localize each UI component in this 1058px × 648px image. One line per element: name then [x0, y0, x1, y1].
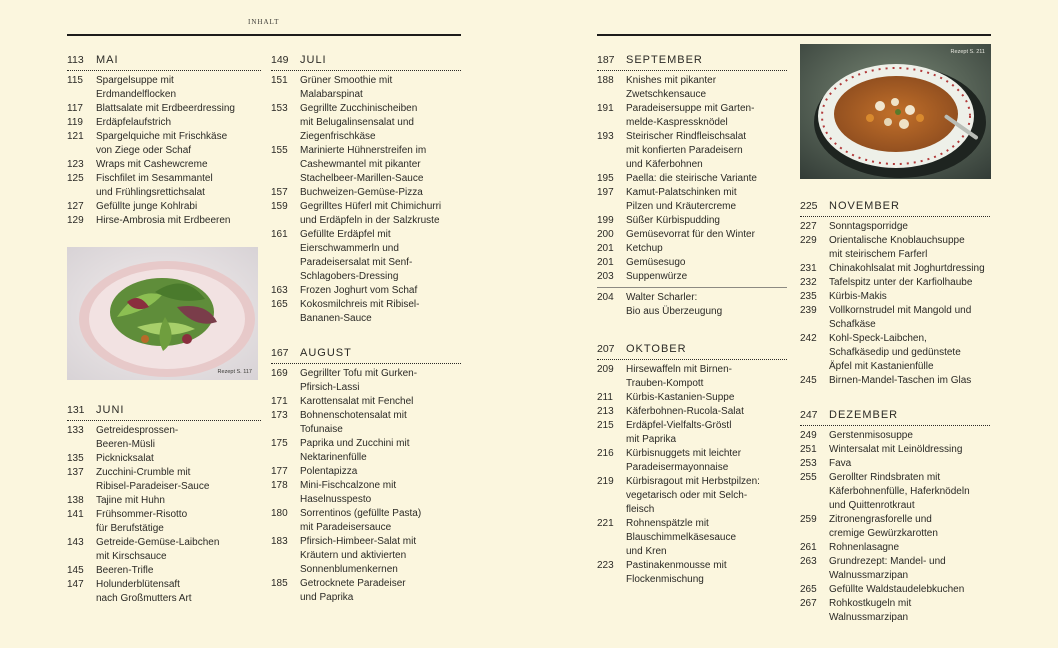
- section-page-number: 113: [67, 54, 84, 66]
- section-title: OKTOBER: [626, 343, 687, 355]
- entry-page-number: 227: [800, 221, 817, 232]
- entry-page-number: 159: [271, 201, 288, 212]
- entry-title: Erdäpfelaufstrich: [96, 117, 172, 128]
- top-rule-left: [67, 34, 461, 36]
- section-page-number: 167: [271, 347, 289, 359]
- section-dezember: [800, 409, 990, 625]
- toc-entry[interactable]: [597, 447, 787, 475]
- entry-title: Beeren-Trifle: [96, 565, 154, 576]
- toc-entry[interactable]: [271, 144, 461, 186]
- entry-page-number: 245: [800, 375, 817, 386]
- entry-title: Paprika und Zucchini mit Nektarinenfülle: [300, 438, 410, 463]
- entry-title: Birnen-Mandel-Taschen im Glas: [829, 375, 972, 386]
- entry-title: Gerstenmisosuppe: [829, 430, 913, 441]
- entry-title: Tajine mit Huhn: [96, 495, 165, 506]
- toc-entry[interactable]: [67, 494, 261, 508]
- entry-title: Blattsalate mit Erdbeerdressing: [96, 103, 235, 114]
- entry-page-number: 188: [597, 75, 614, 86]
- entry-page-number: 135: [67, 453, 84, 464]
- entry-page-number: 199: [597, 215, 614, 226]
- section-title: NOVEMBER: [829, 200, 900, 212]
- toc-entry[interactable]: [67, 424, 261, 452]
- toc-entry[interactable]: [597, 130, 787, 172]
- section-heading: [271, 54, 461, 71]
- entry-title: Frozen Joghurt vom Schaf: [300, 285, 418, 296]
- entry-page-number: 129: [67, 215, 84, 226]
- entry-page-number: 177: [271, 466, 288, 477]
- toc-entry[interactable]: [271, 200, 461, 228]
- entry-page-number: 255: [800, 472, 817, 483]
- toc-entry[interactable]: [800, 276, 990, 290]
- section-page-number: 247: [800, 409, 818, 421]
- entry-title: Paradeisersuppe mit Garten- melde-Kaspressknödel: [626, 103, 755, 128]
- toc-entry[interactable]: [597, 242, 787, 256]
- entry-page-number: 161: [271, 229, 288, 240]
- entry-page-number: 127: [67, 201, 84, 212]
- section-page-number: 225: [800, 200, 818, 212]
- entry-title: Rohnenspätzle mit Blauschimmelkäsesauce und Kren: [626, 518, 737, 557]
- entry-title: Gefüllte junge Kohlrabi: [96, 201, 198, 212]
- entry-title: Kürbis-Makis: [829, 291, 887, 302]
- entry-title: Paella: die steirische Variante: [626, 173, 757, 184]
- toc-entry[interactable]: [597, 186, 787, 214]
- toc-entry[interactable]: [271, 395, 461, 409]
- entry-page-number: 145: [67, 565, 84, 576]
- soup-photo: [800, 44, 991, 179]
- toc-entry[interactable]: [67, 578, 261, 606]
- entry-page-number: 223: [597, 560, 614, 571]
- column-3b: [597, 343, 787, 587]
- entry-page-number: 209: [597, 364, 614, 375]
- entry-page-number: 115: [67, 75, 83, 86]
- column-2: [271, 54, 461, 326]
- toc-entry[interactable]: [271, 74, 461, 102]
- entry-title: Pastinakenmousse mit Flockenmischung: [626, 560, 727, 585]
- section-page-number: 131: [67, 404, 85, 416]
- section-heading: [271, 347, 461, 364]
- entry-page-number: 242: [800, 333, 817, 344]
- entry-title: Gefüllte Waldstaudelebkuchen: [829, 584, 965, 595]
- toc-entry[interactable]: [271, 437, 461, 465]
- entry-title: Vollkornstrudel mit Mangold und Schafkäse: [829, 305, 972, 330]
- toc-entry[interactable]: [597, 391, 787, 405]
- entry-title: Getreidesprossen- Beeren-Müsli: [96, 425, 179, 450]
- entry-title: Wraps mit Cashewcreme: [96, 159, 208, 170]
- entry-page-number: 173: [271, 410, 288, 421]
- section-heading: [800, 200, 990, 217]
- entry-title: Wintersalat mit Leinöldressing: [829, 444, 963, 455]
- entry-title: Kürbisragout mit Herbstpilzen: vegetarisch oder mit Selch- fleisch: [626, 476, 760, 515]
- entry-page-number: 171: [271, 396, 288, 407]
- section-heading: [800, 409, 990, 426]
- entry-page-number: 229: [800, 235, 817, 246]
- entry-page-number: 123: [67, 159, 84, 170]
- section-heading: [597, 54, 787, 71]
- entry-title: Steirischer Rindfleischsalat mit konfierten Paradeisern und Käferbohnen: [626, 131, 747, 170]
- toc-entry[interactable]: [67, 102, 261, 116]
- entry-page-number: 193: [597, 131, 614, 142]
- toc-entry[interactable]: [597, 419, 787, 447]
- entry-page-number: 251: [800, 444, 817, 455]
- toc-entry[interactable]: [271, 298, 461, 326]
- toc-entry[interactable]: [271, 186, 461, 200]
- entry-page-number: 153: [271, 103, 288, 114]
- entry-page-number: 253: [800, 458, 817, 469]
- entry-title: Frühsommer-Risotto für Berufstätige: [96, 509, 188, 534]
- section-title: MAI: [96, 54, 119, 66]
- entry-page-number: 267: [800, 598, 817, 609]
- entry-page-number: 204: [597, 292, 614, 303]
- toc-entry[interactable]: [597, 270, 787, 284]
- section-title: SEPTEMBER: [626, 54, 703, 66]
- section-page-number: 207: [597, 343, 615, 355]
- entry-title: Kokosmilchreis mit Ribisel- Bananen-Sauce: [300, 299, 420, 324]
- section-heading: [67, 54, 261, 71]
- entry-title: Gegrillter Tofu mit Gurken- Pfirsich-Lassi: [300, 368, 418, 393]
- entry-title: Süßer Kürbispudding: [626, 215, 720, 226]
- entry-page-number: 213: [597, 406, 614, 417]
- entry-page-number: 191: [597, 103, 614, 114]
- toc-entry[interactable]: [271, 479, 461, 507]
- entry-page-number: 163: [271, 285, 288, 296]
- entry-page-number: 143: [67, 537, 84, 548]
- entry-page-number: 263: [800, 556, 817, 567]
- section-page-number: 187: [597, 54, 615, 66]
- entry-page-number: 183: [271, 536, 288, 547]
- entry-title: Orientalische Knoblauchsuppe mit steirischem Farferl: [829, 235, 965, 260]
- toc-entry[interactable]: [271, 102, 461, 144]
- entry-page-number: 125: [67, 173, 84, 184]
- entry-title: Gemüsesugo: [626, 257, 686, 268]
- toc-entry[interactable]: [271, 535, 461, 577]
- toc-entry[interactable]: [67, 172, 261, 200]
- salad-photo-caption: Rezept S. 117: [217, 369, 252, 375]
- section-title: AUGUST: [300, 347, 352, 359]
- section-september: [597, 54, 787, 319]
- toc-entry[interactable]: [800, 429, 990, 443]
- entry-title: Gegrillte Zucchinischeiben mit Belugalinsensalat und Ziegenfrischkäse: [300, 103, 418, 142]
- toc-entry[interactable]: [67, 452, 261, 466]
- toc-entry[interactable]: [800, 262, 990, 276]
- toc-entry[interactable]: [67, 214, 261, 228]
- entry-title: Getreide-Gemüse-Laibchen mit Kirschsauce: [96, 537, 220, 562]
- entry-title: Gefüllte Erdäpfel mit Eierschwammerln und Paradeisersalat mit Senf- Schlagobers-Dressing: [300, 229, 413, 282]
- entry-page-number: 157: [271, 187, 288, 198]
- toc-entry[interactable]: [800, 597, 990, 625]
- toc-entry[interactable]: [597, 74, 787, 102]
- toc-entry[interactable]: [597, 475, 787, 517]
- section-juli: [271, 54, 461, 326]
- toc-entry[interactable]: [67, 130, 261, 158]
- toc-entry[interactable]: [597, 102, 787, 130]
- entry-title: Marinierte Hühnerstreifen im Cashewmantel mit pikanter Stachelbeer-Marillen-Sauce: [300, 145, 427, 184]
- section-heading: [597, 343, 787, 360]
- toc-entry[interactable]: [271, 228, 461, 284]
- entry-title: Grundrezept: Mandel- und Walnussmarzipan: [829, 556, 946, 581]
- entry-page-number: 203: [597, 271, 614, 282]
- section-title: JUNI: [96, 404, 125, 416]
- entry-title: Kamut-Palatschinken mit Pilzen und Kräutercreme: [626, 187, 737, 212]
- toc-entry[interactable]: [800, 332, 990, 374]
- entry-title: Sonntagsporridge: [829, 221, 908, 232]
- toc-entry[interactable]: [800, 471, 990, 513]
- section-divider: [597, 287, 787, 288]
- entry-page-number: 180: [271, 508, 288, 519]
- toc-entry[interactable]: [67, 564, 261, 578]
- entry-title: Pfirsich-Himbeer-Salat mit Kräutern und aktivierten Sonnenblumenkernen: [300, 536, 417, 575]
- toc-entry[interactable]: [67, 74, 261, 102]
- entry-title: Fischfilet im Sesammantel und Frühlingsrettichsalat: [96, 173, 213, 198]
- entry-title: Picknicksalat: [96, 453, 154, 464]
- section-title: DEZEMBER: [829, 409, 899, 421]
- section-november: [800, 200, 990, 388]
- entry-title: Gegrilltes Hüferl mit Chimichurri und Erdäpfeln in der Salzkruste: [300, 201, 442, 226]
- entry-page-number: 137: [67, 467, 84, 478]
- entry-title: Zucchini-Crumble mit Ribisel-Paradeiser-Sauce: [96, 467, 210, 492]
- entry-title: Zitronengrasforelle und cremige Gewürzkarotten: [829, 514, 938, 539]
- section-page-number: 149: [271, 54, 289, 66]
- toc-entry[interactable]: [800, 555, 990, 583]
- entry-title: Suppenwürze: [626, 271, 688, 282]
- entry-page-number: 178: [271, 480, 288, 491]
- entry-page-number: 119: [67, 117, 83, 128]
- section-title: JULI: [300, 54, 327, 66]
- entry-page-number: 195: [597, 173, 614, 184]
- entry-title: Fava: [829, 458, 852, 469]
- entry-title: Buchweizen-Gemüse-Pizza: [300, 187, 423, 198]
- entry-page-number: 201: [597, 243, 614, 254]
- entry-title: Rohnenlasagne: [829, 542, 900, 553]
- column-1: [67, 54, 261, 228]
- entry-page-number: 232: [800, 277, 817, 288]
- entry-page-number: 259: [800, 514, 817, 525]
- entry-page-number: 231: [800, 263, 817, 274]
- section-heading: [67, 404, 261, 421]
- entry-page-number: 165: [271, 299, 288, 310]
- entry-page-number: 185: [271, 578, 288, 589]
- toc-entry[interactable]: [597, 291, 787, 319]
- toc-entry[interactable]: [597, 214, 787, 228]
- toc-entry[interactable]: [800, 457, 990, 471]
- toc-entry[interactable]: [597, 228, 787, 242]
- toc-entry[interactable]: [271, 367, 461, 395]
- section-august: [271, 347, 461, 605]
- page-header-label: INHALT: [248, 18, 280, 26]
- entry-title: Holunderblütensaft nach Großmutters Art: [96, 579, 192, 604]
- entry-title: Hirse-Ambrosia mit Erdbeeren: [96, 215, 231, 226]
- entry-title: Knishes mit pikanter Zwetschkensauce: [626, 75, 717, 100]
- section-oktober: [597, 343, 787, 587]
- soup-photo-caption: Rezept S. 211: [950, 49, 985, 55]
- entry-page-number: 235: [800, 291, 817, 302]
- salad-photo: [67, 247, 258, 380]
- toc-entry[interactable]: [597, 517, 787, 559]
- entry-page-number: 155: [271, 145, 288, 156]
- toc-entry[interactable]: [67, 158, 261, 172]
- entry-page-number: 249: [800, 430, 817, 441]
- toc-entry[interactable]: [271, 284, 461, 298]
- entry-title: Karottensalat mit Fenchel: [300, 396, 414, 407]
- entry-title: Spargelsuppe mit Erdmandelflocken: [96, 75, 177, 100]
- toc-entry[interactable]: [271, 465, 461, 479]
- toc-entry[interactable]: [271, 507, 461, 535]
- entry-page-number: 215: [597, 420, 614, 431]
- entry-title: Rohkostkugeln mit Walnussmarzipan: [829, 598, 912, 623]
- entry-title: Walter Scharler: Bio aus Überzeugung: [626, 292, 723, 317]
- entry-page-number: 219: [597, 476, 614, 487]
- entry-title: Gerollter Rindsbraten mit Käferbohnenfülle, Haferknödeln und Quittenrotkraut: [829, 472, 970, 511]
- entry-page-number: 211: [597, 392, 613, 403]
- toc-entry[interactable]: [800, 541, 990, 555]
- entry-page-number: 133: [67, 425, 84, 436]
- entry-title: Kürbisnuggets mit leichter Paradeisermayonnaise: [626, 448, 742, 473]
- entry-title: Käferbohnen-Rucola-Salat: [626, 406, 744, 417]
- toc-entry[interactable]: [800, 374, 990, 388]
- entry-title: Grüner Smoothie mit Malabarspinat: [300, 75, 393, 100]
- toc-entry[interactable]: [67, 200, 261, 214]
- toc-entry[interactable]: [597, 172, 787, 186]
- entry-page-number: 169: [271, 368, 288, 379]
- entry-title: Polentapizza: [300, 466, 358, 477]
- entry-page-number: 151: [271, 75, 288, 86]
- toc-entry[interactable]: [800, 583, 990, 597]
- entry-page-number: 200: [597, 229, 614, 240]
- toc-entry[interactable]: [800, 290, 990, 304]
- entry-page-number: 221: [597, 518, 614, 529]
- entry-title: Erdäpfel-Vielfalts-Gröstl mit Paprika: [626, 420, 732, 445]
- toc-entry[interactable]: [597, 405, 787, 419]
- section-juni: [67, 404, 261, 606]
- entry-title: Sorrentinos (gefüllte Pasta) mit Paradeisersauce: [300, 508, 422, 533]
- entry-page-number: 239: [800, 305, 817, 316]
- entry-page-number: 261: [800, 542, 817, 553]
- entry-page-number: 265: [800, 584, 817, 595]
- entry-page-number: 121: [67, 131, 84, 142]
- column-1b: [67, 404, 261, 606]
- entry-page-number: 201: [597, 257, 614, 268]
- toc-entry[interactable]: [67, 536, 261, 564]
- entry-page-number: 117: [67, 103, 83, 114]
- toc-entry[interactable]: [67, 508, 261, 536]
- entry-title: Gemüsevorrat für den Winter: [626, 229, 755, 240]
- toc-entry[interactable]: [800, 304, 990, 332]
- entry-page-number: 216: [597, 448, 614, 459]
- section-mai: [67, 54, 261, 228]
- toc-entry[interactable]: [67, 466, 261, 494]
- toc-entry[interactable]: [800, 234, 990, 262]
- column-3: [597, 54, 787, 319]
- entry-title: Kürbis-Kastanien-Suppe: [626, 392, 735, 403]
- entry-page-number: 175: [271, 438, 288, 449]
- toc-entry[interactable]: [800, 513, 990, 541]
- toc-entry[interactable]: [800, 443, 990, 457]
- toc-entry[interactable]: [597, 256, 787, 270]
- entry-title: Ketchup: [626, 243, 663, 254]
- column-2b: [271, 347, 461, 605]
- entry-title: Tafelspitz unter der Karfiolhaube: [829, 277, 973, 288]
- toc-entry[interactable]: [800, 220, 990, 234]
- entry-title: Bohnenschotensalat mit Tofunaise: [300, 410, 407, 435]
- entry-page-number: 197: [597, 187, 614, 198]
- entry-title: Spargelquiche mit Frischkäse von Ziege oder Schaf: [96, 131, 228, 156]
- toc-entry[interactable]: [67, 116, 261, 130]
- toc-entry[interactable]: [271, 409, 461, 437]
- column-4b: [800, 409, 990, 625]
- entry-title: Hirsewaffeln mit Birnen- Trauben-Kompott: [626, 364, 732, 389]
- entry-page-number: 141: [67, 509, 84, 520]
- entry-page-number: 147: [67, 579, 84, 590]
- toc-entry[interactable]: [597, 559, 787, 587]
- column-4: [800, 200, 990, 388]
- top-rule-right: [597, 34, 991, 36]
- entry-page-number: 138: [67, 495, 84, 506]
- toc-entry[interactable]: [271, 577, 461, 605]
- toc-entry[interactable]: [597, 363, 787, 391]
- entry-title: Mini-Fischcalzone mit Haselnusspesto: [300, 480, 397, 505]
- entry-title: Chinakohlsalat mit Joghurtdressing: [829, 263, 985, 274]
- entry-title: Kohl-Speck-Laibchen, Schafkäsedip und gedünstete Äpfel mit Kastanienfülle: [829, 333, 961, 372]
- salad-illustration: [67, 247, 258, 380]
- soup-illustration: [800, 44, 991, 179]
- entry-title: Getrocknete Paradeiser und Paprika: [300, 578, 406, 603]
